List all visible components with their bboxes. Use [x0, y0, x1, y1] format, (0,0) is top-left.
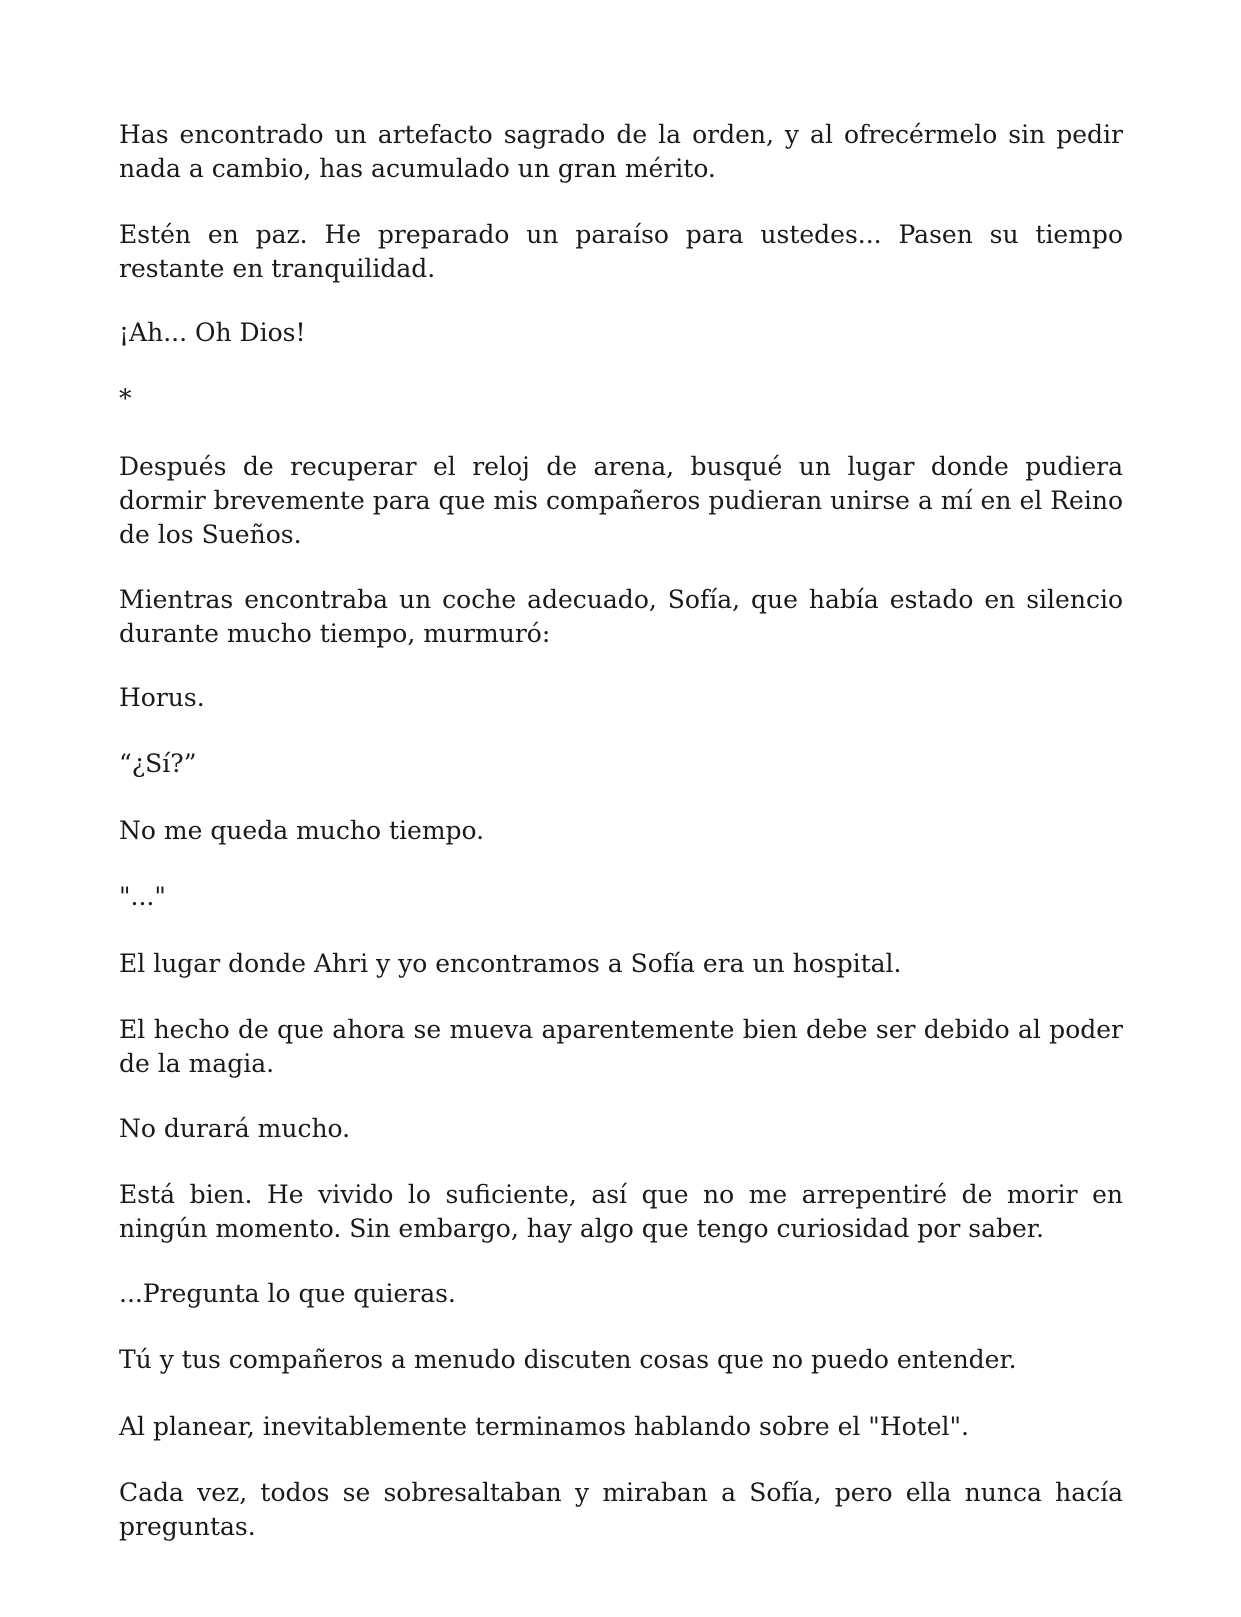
paragraph-companions: Tú y tus compañeros a menudo discuten cosas que no puedo entender. — [119, 1345, 1017, 1374]
paragraph-not-last: No durará mucho. — [119, 1114, 351, 1143]
paragraph-ask: ...Pregunta lo que quieras. — [119, 1279, 456, 1308]
scene-break: * — [119, 384, 132, 413]
paragraph-hotel: Al planear, inevitablemente terminamos hablando sobre el "Hotel". — [119, 1412, 969, 1441]
paragraph-ellipsis: "..." — [119, 882, 166, 911]
paragraph-startled: Cada vez, todos se sobresaltaban y miraban a Sofía, pero ella nunca hacía preguntas. — [119, 1478, 1123, 1541]
paragraph-peace: Estén en paz. He preparado un paraíso para ustedes... Pasen su tiempo restante en tranquilidad. — [119, 220, 1123, 283]
paragraph-magic: El hecho de que ahora se mueva aparentemente bien debe ser debido al poder de la magia. — [119, 1015, 1123, 1078]
paragraph-no-time: No me queda mucho tiempo. — [119, 816, 485, 845]
paragraph-horus: Horus. — [119, 683, 205, 712]
paragraph-si: “¿Sí?” — [119, 749, 197, 778]
paragraph-artifact: Has encontrado un artefacto sagrado de la orden, y al ofrecérmelo sin pedir nada a cambio, has acumulado un gran mérito. — [119, 120, 1123, 183]
paragraph-exclamation: ¡Ah... Oh Dios! — [119, 318, 306, 347]
paragraph-lived-enough: Está bien. He vivido lo suficiente, así que no me arrepentiré de morir en ningún momento. Sin embargo, hay algo que tengo curiosidad por saber. — [119, 1180, 1123, 1243]
paragraph-hourglass: Después de recuperar el reloj de arena, busqué un lugar donde pudiera dormir brevemente para que mis compañeros pudieran unirse a mí en el Reino de los Sueños. — [119, 452, 1123, 549]
paragraph-sofia-murmur: Mientras encontraba un coche adecuado, Sofía, que había estado en silencio durante mucho tiempo, murmuró: — [119, 585, 1123, 648]
paragraph-hospital: El lugar donde Ahri y yo encontramos a Sofía era un hospital. — [119, 949, 902, 978]
